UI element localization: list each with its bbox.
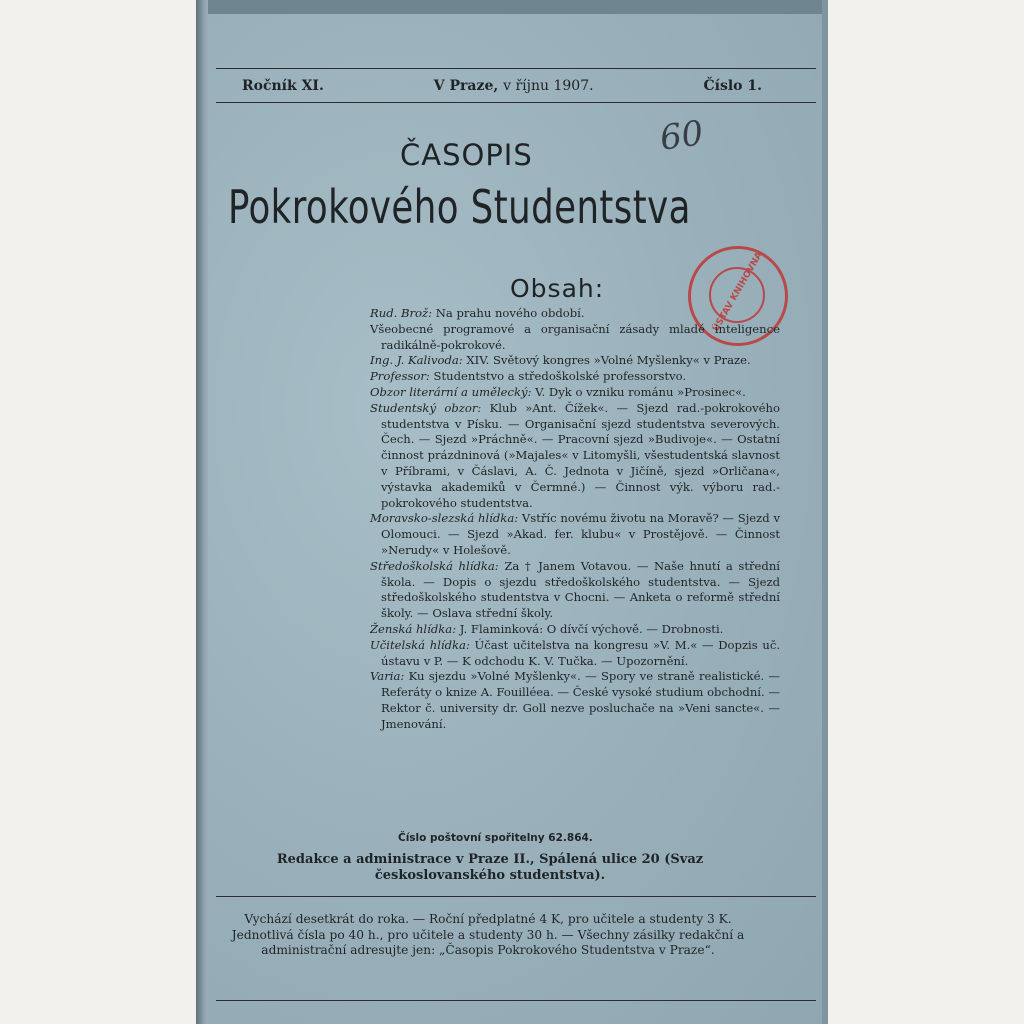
contents-entry [370,669,780,732]
place-date [434,78,594,94]
footer-bottom-rule [216,1000,816,1001]
header-bottom-rule [216,102,816,103]
entry-text: Studentstvo a středoškolské professorstvo. [429,369,687,384]
entry-text: Ku sjezdu »Volné Myšlenky«. — Spory ve straně realistické. — Referáty o knize A. Fouilléea. — České vysoké studium obchodní. — Rektor č. university dr. Goll nezve posluchače na »Veni sancte«. — Jmenování. [381,669,780,731]
contents-list [370,306,780,733]
entry-author: Professor: [370,369,430,384]
entry-author: Moravsko-slezská hlídka: [370,511,519,526]
subscription-info: Vychází desetkrát do roka. — Roční předplatné 4 K, pro učitele a studenty 3 K. Jednotlivá čísla po 40 h., pro učitele a studenty 30 h. — Všechny zásilky redakční a administrační adresujte jen: „Časopis Pokrokového Studentstva v Praze“. [231,912,745,957]
entry-text: Účast učitelstva na kongresu »V. M.« — Dopzis uč. ústavu v P. — K odchodu K. V. Tučka. — Upozornění. [381,637,780,668]
entry-author: Obzor literární a umělecký: [370,384,532,399]
entry-text: XIV. Světový kongres »Volné Myšlenky« v Praze. [462,353,751,368]
entry-text: J. Flaminková: O dívčí výchově. — Drobnosti. [456,621,724,636]
editorial-address: Redakce a administrace v Praze II., Spálená ulice 20 (Svaz českoslovanského studentstva). [276,852,704,883]
magazine-cover [208,0,828,1024]
entry-author: Učitelská hlídka: [370,637,470,652]
entry-text: Všeobecné programové a organisační zásady mladé inteligence radikálně-pokrokové. [370,321,780,352]
contents-entry [370,369,780,385]
place-label: V Praze, [433,78,499,94]
contents-entry [370,622,780,638]
issue-header [242,78,762,94]
entry-author: Ing. J. Kalivoda: [370,353,463,368]
header-top-rule [216,68,816,69]
stamp-text: ÚSTAV KNIHOVNA [711,250,765,334]
contents-entry [370,559,780,622]
entry-author: Studentský obzor: [370,400,482,415]
entry-text: Vstříc novému životu na Moravě? — Sjezd v Olomouci. — Sjezd »Akad. fer. klubu« v Prostějově. — Činnost »Nerudy« v Holešově. [381,511,780,557]
entry-author: Varia: [370,669,405,684]
volume-label: Ročník XI. [242,78,324,94]
footer-top-rule [216,896,816,897]
postal-account: Číslo poštovní spořitelny 62.864. [398,832,593,844]
contents-entry [370,306,780,322]
entry-text: V. Dyk o vzniku románu »Prosinec«. [531,384,746,399]
contents-entry [370,638,780,670]
contents-entry [370,322,780,354]
entry-text: Klub »Ant. Čížek«. — Sjezd rad.-pokrokového studentstva v Písku. — Organisační sjezd studentstva severových. Čech. — Sjezd »Práchně«. — Pracovní sjezd »Budivoje«. — Ostatní činnost prázdninová (»Majales« v Litomyšli, všestudentská slavnost v Příbrami, v Čáslavi, A. Č. Jednota v Jičíně, sjezd »Orličana«, výstavka akademiků v Čermné.) — Činnost výk. výboru rad.-pokrokového studentstva. [381,400,780,510]
entry-text: Za † Janem Votavou. — Naše hnutí a střední škola. — Dopis o sjezdu středoškolského studentstva. — Sjezd středoškolského studentstva v Chocni. — Anketa o reformě střední školy. — Oslava střední školy. [381,558,780,621]
handwritten-note: 60 [657,113,706,159]
issue-label: Číslo 1. [703,78,762,94]
contents-entry [370,511,780,558]
entry-text: Na prahu nového období. [432,306,585,320]
entry-author: Rud. Brož: [370,306,433,320]
entry-author: Středoškolská hlídka: [370,558,499,573]
date-label: v říjnu 1907. [503,78,594,94]
contents-entry [370,401,780,512]
contents-heading: Obsah: [510,274,605,303]
entry-author: Ženská hlídka: [370,621,457,636]
contents-entry [370,385,780,401]
title-top: ČASOPIS [400,138,533,172]
cover-top-edge [208,0,828,14]
cover-right-edge [822,0,828,1024]
contents-entry [370,353,780,369]
title-main: Pokrokového Studentstva [228,180,691,234]
